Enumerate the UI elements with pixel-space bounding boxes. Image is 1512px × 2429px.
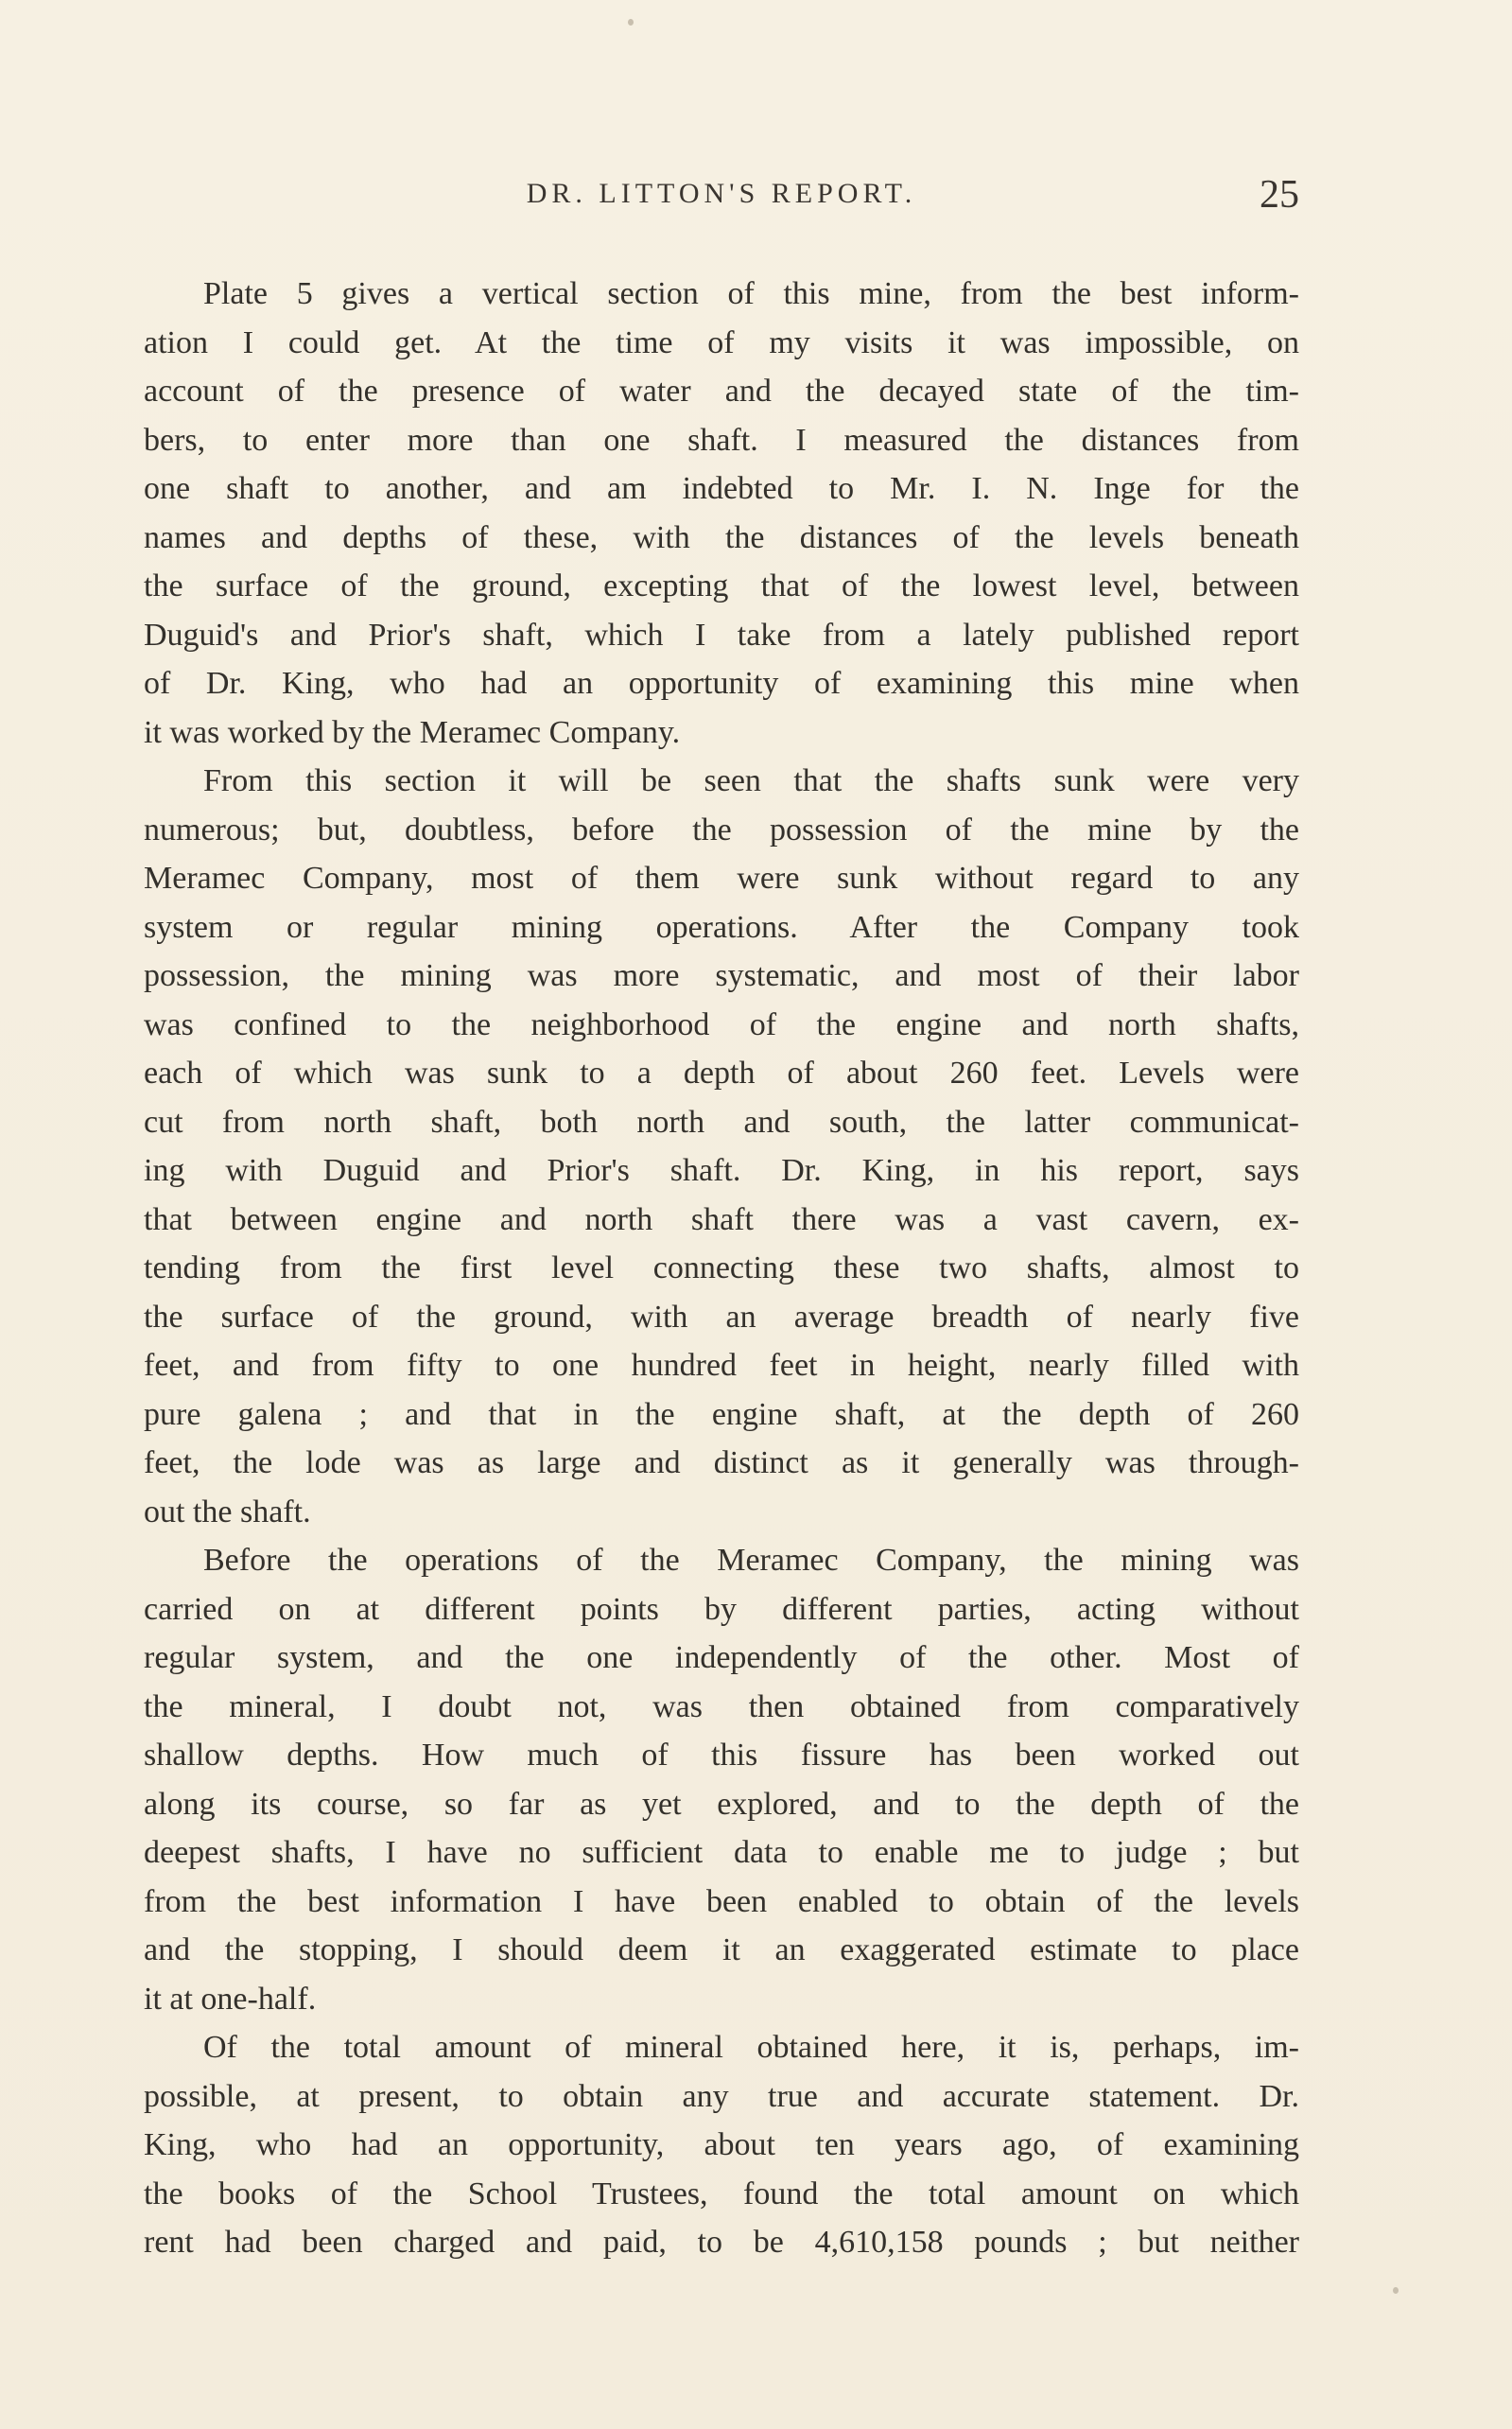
text-line: rent had been charged and paid, to be 4,610,158 pounds ; but neither [144,2225,1299,2260]
text-line: one shaft to another, and am indebted to Mr. I. N. Inge for the [144,471,1299,506]
text-line: possible, at present, to obtain any true and accurate statement. Dr. [144,2078,1299,2114]
text-line: it was worked by the Meramec Company. [144,714,681,750]
text-line: system or regular mining operations. After the Company took [144,909,1299,945]
text-line: the surface of the ground, with an average breadth of nearly five [144,1299,1299,1335]
text-line: pure galena ; and that in the engine shaft, at the depth of 260 [144,1396,1299,1432]
text-line: Of the total amount of mineral obtained here, it is, perhaps, im- [203,2030,1299,2065]
text-line: From this section it will be seen that the shafts sunk were very [203,763,1299,798]
text-line: deepest shafts, I have no sufficient data to enable me to judge ; but [144,1835,1299,1870]
text-line: Meramec Company, most of them were sunk without regard to any [144,861,1299,896]
text-line: feet, the lode was as large and distinct as it generally was through- [144,1445,1299,1480]
running-head: DR. LITTON'S REPORT. [526,178,917,209]
text-line: out the shaft. [144,1494,311,1529]
paper-speck [1393,2287,1399,2294]
text-line: along its course, so far as yet explored, and to the depth of the [144,1786,1299,1822]
text-line: numerous; but, doubtless, before the possession of the mine by the [144,812,1299,848]
text-line: the surface of the ground, excepting that of the lowest level, between [144,568,1299,603]
text-line: the mineral, I doubt not, was then obtained from comparatively [144,1688,1299,1724]
body-text [144,270,1299,2267]
text-line: that between engine and north shaft there was a vast cavern, ex- [144,1201,1299,1237]
text-line: cut from north shaft, both north and south, the latter communicat- [144,1104,1299,1140]
text-line: Duguid's and Prior's shaft, which I take from a lately published report [144,617,1299,653]
text-line: it at one-half. [144,1981,317,2017]
text-line: and the stopping, I should deem it an exaggerated estimate to place [144,1932,1299,1967]
text-line: each of which was sunk to a depth of about 260 feet. Levels were [144,1056,1299,1091]
text-line: possession, the mining was more systematic, and most of their labor [144,958,1299,993]
page-number: 25 [1260,173,1299,217]
text-line: carried on at different points by different parties, acting without [144,1591,1299,1627]
paper-speck [628,19,634,26]
text-line: names and depths of these, with the distances of the levels beneath [144,519,1299,555]
text-line: shallow depths. How much of this fissure has been worked out [144,1738,1299,1773]
text-line: the books of the School Trustees, found the total amount on which [144,2176,1299,2211]
text-line: feet, and from fifty to one hundred feet in height, nearly filled with [144,1348,1299,1383]
text-line: account of the presence of water and the decayed state of the tim- [144,374,1299,409]
text-line: King, who had an opportunity, about ten years ago, of examining [144,2127,1299,2162]
text-line: Plate 5 gives a vertical section of this mine, from the best inform- [203,276,1299,311]
page-header [144,172,1299,229]
text-line: tending from the first level connecting these two shafts, almost to [144,1250,1299,1285]
text-line: from the best information I have been enabled to obtain of the levels [144,1883,1299,1919]
text-line: was confined to the neighborhood of the engine and north shafts, [144,1006,1299,1042]
text-line: of Dr. King, who had an opportunity of examining this mine when [144,666,1299,701]
text-line: regular system, and the one independently of the other. Most of [144,1640,1299,1675]
text-line: Before the operations of the Meramec Company, the mining was [203,1543,1299,1578]
text-line: ation I could get. At the time of my visits it was impossible, on [144,324,1299,360]
text-line: bers, to enter more than one shaft. I measured the distances from [144,422,1299,458]
text-line: ing with Duguid and Prior's shaft. Dr. King, in his report, says [144,1153,1299,1188]
